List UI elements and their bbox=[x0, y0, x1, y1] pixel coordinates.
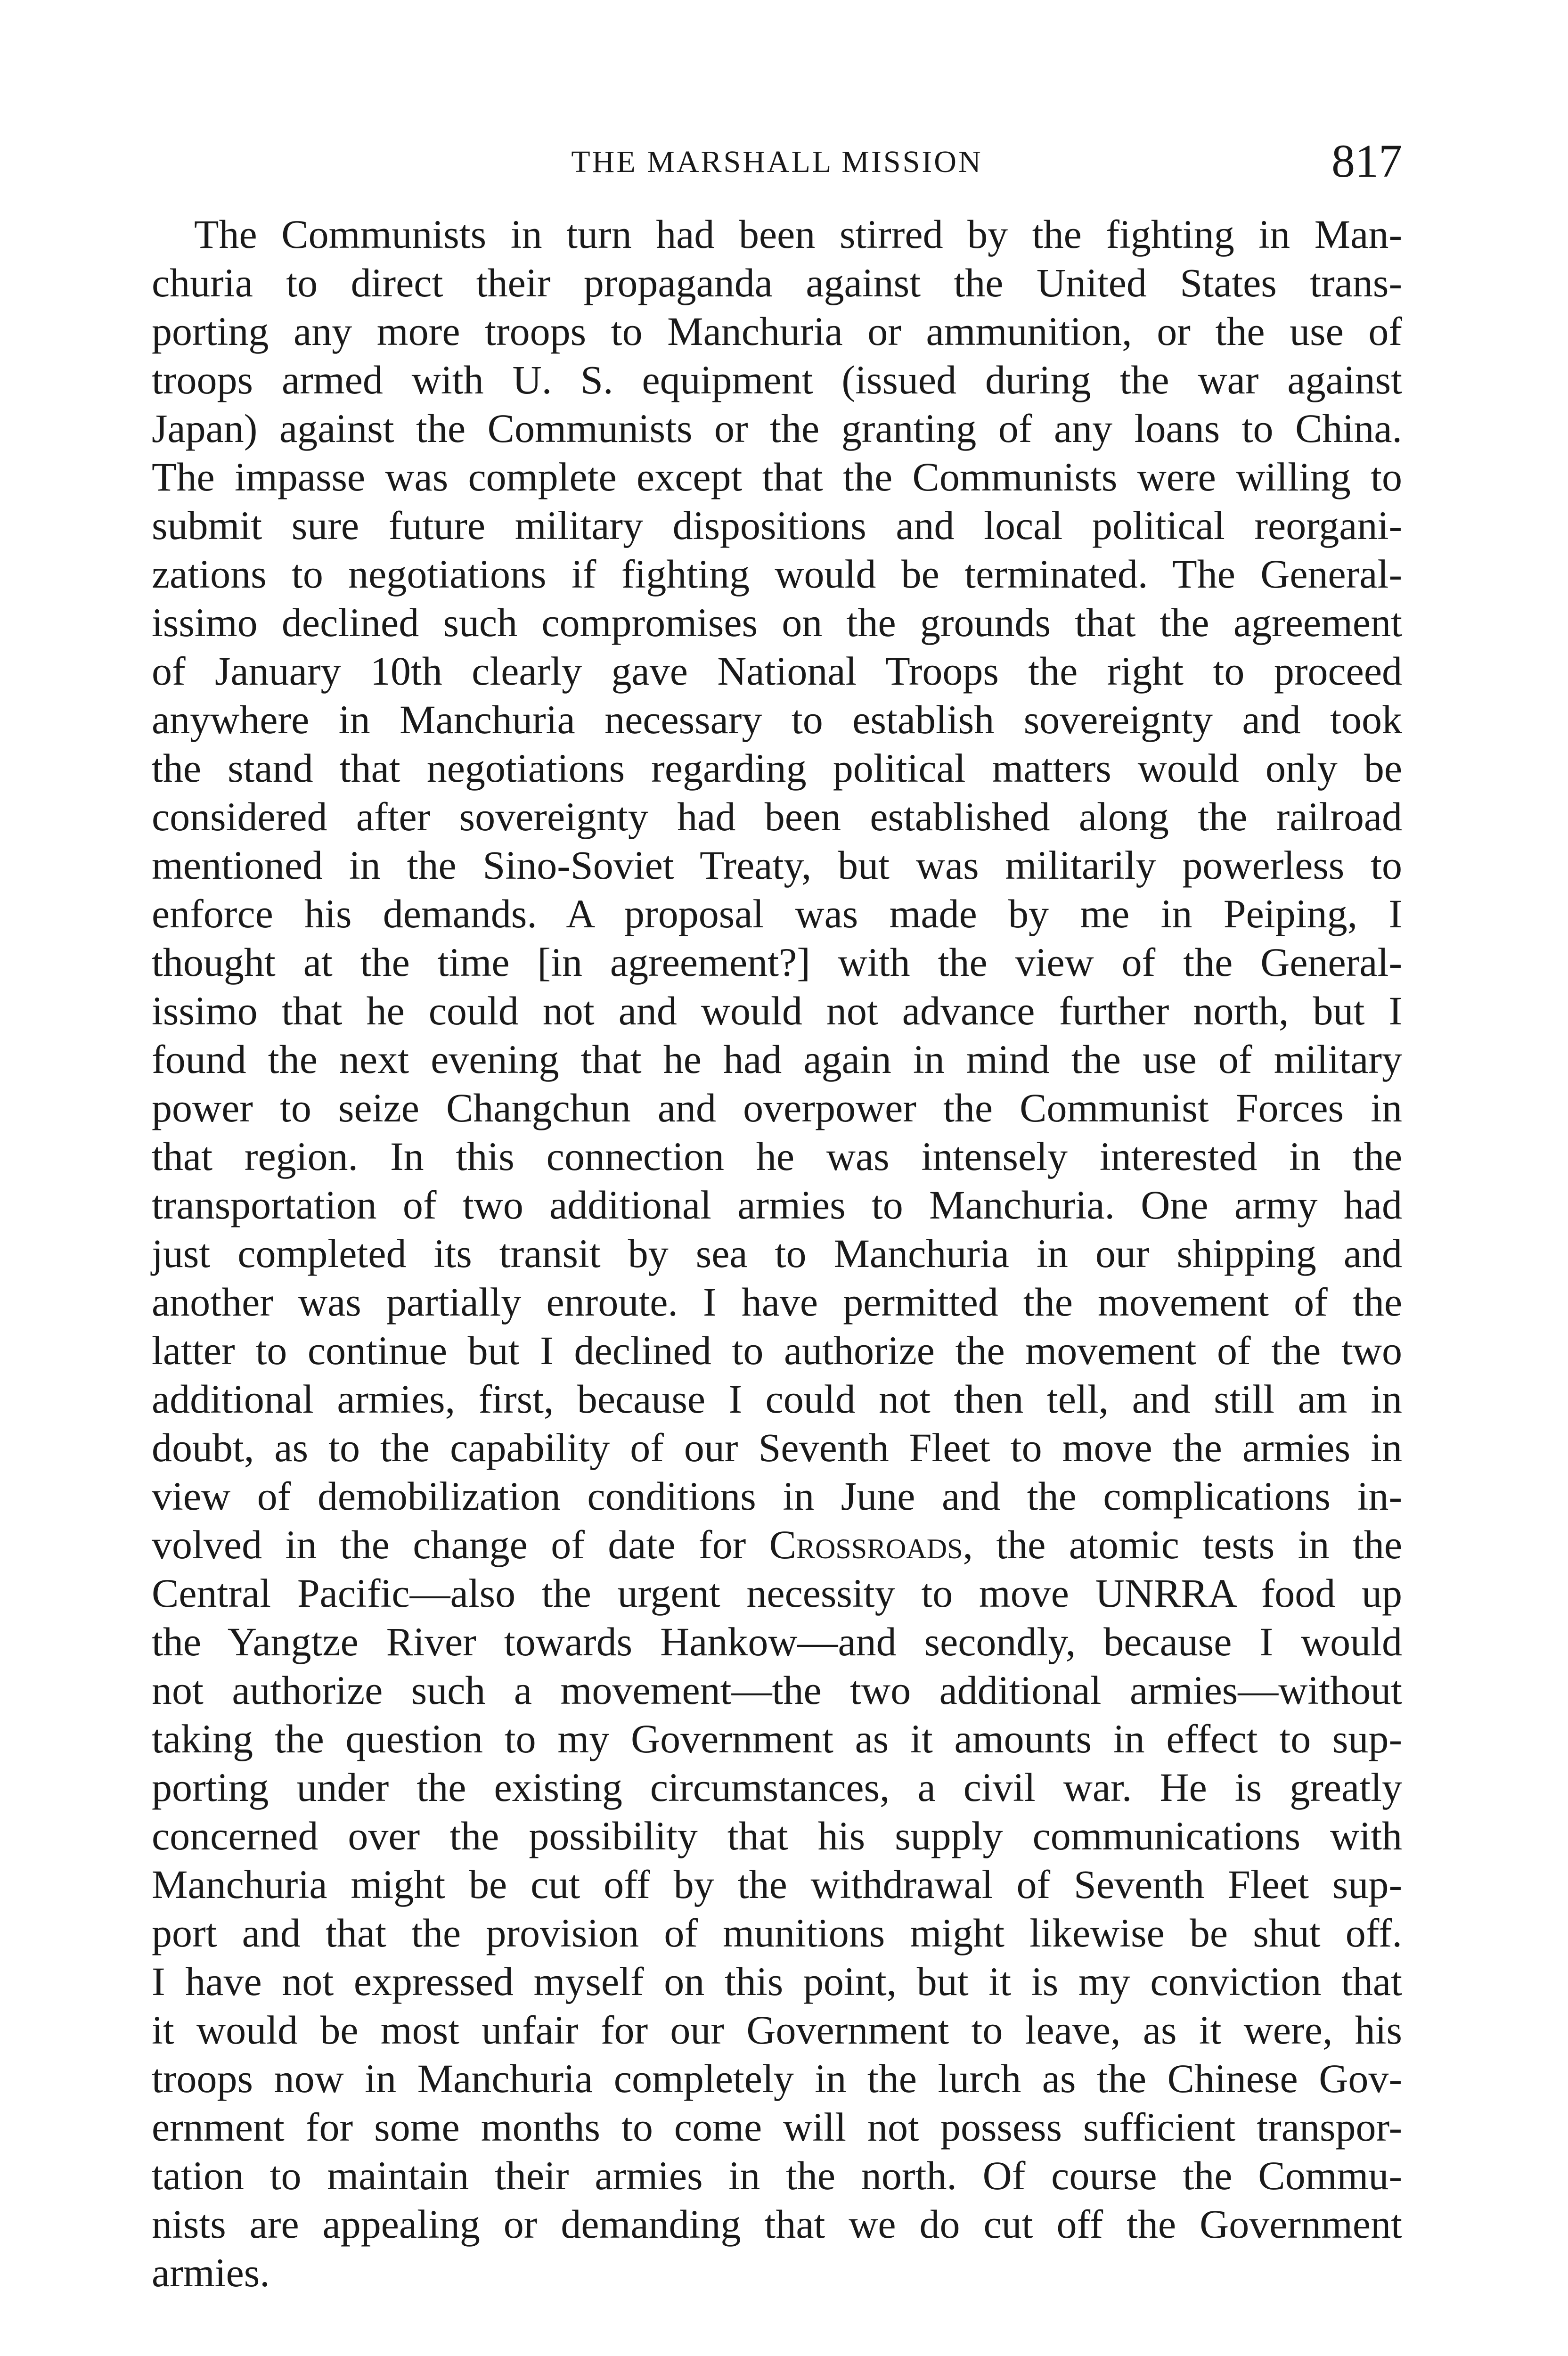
text-line: port and that the provision of munitions might likewise be shut off. bbox=[152, 1910, 1402, 1955]
text-line: troops now in Manchuria completely in the lurch as the Chinese Gov- bbox=[152, 2056, 1402, 2101]
text-line: Manchuria might be cut off by the withdrawal of Seventh Fleet sup- bbox=[152, 1862, 1402, 1907]
text-line: tation to maintain their armies in the north. Of course the Commu- bbox=[152, 2153, 1402, 2198]
text-line: The Communists in turn had been stirred by the fighting in Man- bbox=[194, 212, 1402, 257]
text-line: just completed its transit by sea to Manchuria in our shipping and bbox=[152, 1231, 1402, 1276]
text-line: submit sure future military dispositions and local political reorgani- bbox=[152, 503, 1402, 548]
text-line: churia to direct their propaganda against the United States trans- bbox=[152, 260, 1402, 305]
text-line: armies. bbox=[152, 2250, 270, 2295]
text-line: issimo declined such compromises on the grounds that the agreement bbox=[152, 600, 1402, 645]
text-line: The impasse was complete except that the Communists were willing to bbox=[152, 454, 1402, 499]
text-line: enforce his demands. A proposal was made by me in Peiping, I bbox=[152, 891, 1402, 936]
text-line: power to seize Changchun and overpower the Communist Forces in bbox=[152, 1085, 1402, 1130]
running-head bbox=[152, 133, 1402, 189]
text-line: porting any more troops to Manchuria or ammunition, or the use of bbox=[152, 309, 1402, 354]
running-title: THE MARSHALL MISSION bbox=[571, 145, 983, 179]
text-line: nists are appealing or demanding that we do cut off the Government bbox=[152, 2201, 1402, 2247]
text-line: porting under the existing circumstances, a civil war. He is greatly bbox=[152, 1765, 1402, 1810]
text-line: Central Pacific—also the urgent necessity to move UNRRA food up bbox=[152, 1571, 1402, 1616]
text-line: transportation of two additional armies to Manchuria. One army had bbox=[152, 1182, 1402, 1227]
text-line: issimo that he could not and would not advance further north, but I bbox=[152, 988, 1402, 1033]
small-caps-term: Crossroads bbox=[769, 1522, 963, 1567]
text-line: ernment for some months to come will not possess sufficient transpor- bbox=[152, 2104, 1402, 2150]
text-line: found the next evening that he had again in mind the use of military bbox=[152, 1037, 1402, 1082]
text-line: it would be most unfair for our Government to leave, as it were, his bbox=[152, 2007, 1402, 2053]
page-number: 817 bbox=[1331, 135, 1402, 187]
text-line: the Yangtze River towards Hankow—and secondly, because I would bbox=[152, 1619, 1402, 1664]
text-line: latter to continue but I declined to authorize the movement of the two bbox=[152, 1328, 1402, 1373]
text-line: doubt, as to the capability of our Seventh Fleet to move the armies in bbox=[152, 1425, 1402, 1470]
text-line: concerned over the possibility that his supply communications with bbox=[152, 1813, 1402, 1858]
text-line: anywhere in Manchuria necessary to establish sovereignty and took bbox=[152, 697, 1402, 742]
body-paragraph bbox=[152, 210, 1402, 2356]
text-line: troops armed with U. S. equipment (issued during the war against bbox=[152, 357, 1402, 402]
text-line: volved in the change of date for Crossroads, the atomic tests in the bbox=[152, 1522, 1402, 1567]
text-line: taking the question to my Government as it amounts in effect to sup- bbox=[152, 1716, 1402, 1761]
text-line: not authorize such a movement—the two additional armies—without bbox=[152, 1668, 1402, 1713]
text-line: mentioned in the Sino-Soviet Treaty, but was militarily powerless to bbox=[152, 843, 1402, 888]
text-line: considered after sovereignty had been established along the railroad bbox=[152, 794, 1402, 839]
text-line: that region. In this connection he was intensely interested in the bbox=[152, 1134, 1402, 1179]
text-line: of January 10th clearly gave National Troops the right to proceed bbox=[152, 648, 1402, 694]
text-line: zations to negotiations if fighting would be terminated. The General- bbox=[152, 551, 1402, 597]
text-line: thought at the time [in agreement?] with the view of the General- bbox=[152, 940, 1402, 985]
text-line: additional armies, first, because I could not then tell, and still am in bbox=[152, 1376, 1402, 1422]
text-line: Japan) against the Communists or the granting of any loans to China. bbox=[152, 406, 1402, 451]
text-line: view of demobilization conditions in June and the complications in- bbox=[152, 1473, 1402, 1519]
text-line: I have not expressed myself on this point, but it is my conviction that bbox=[152, 1959, 1402, 2004]
text-line: another was partially enroute. I have permitted the movement of the bbox=[152, 1279, 1402, 1325]
text-line: the stand that negotiations regarding political matters would only be bbox=[152, 745, 1402, 791]
